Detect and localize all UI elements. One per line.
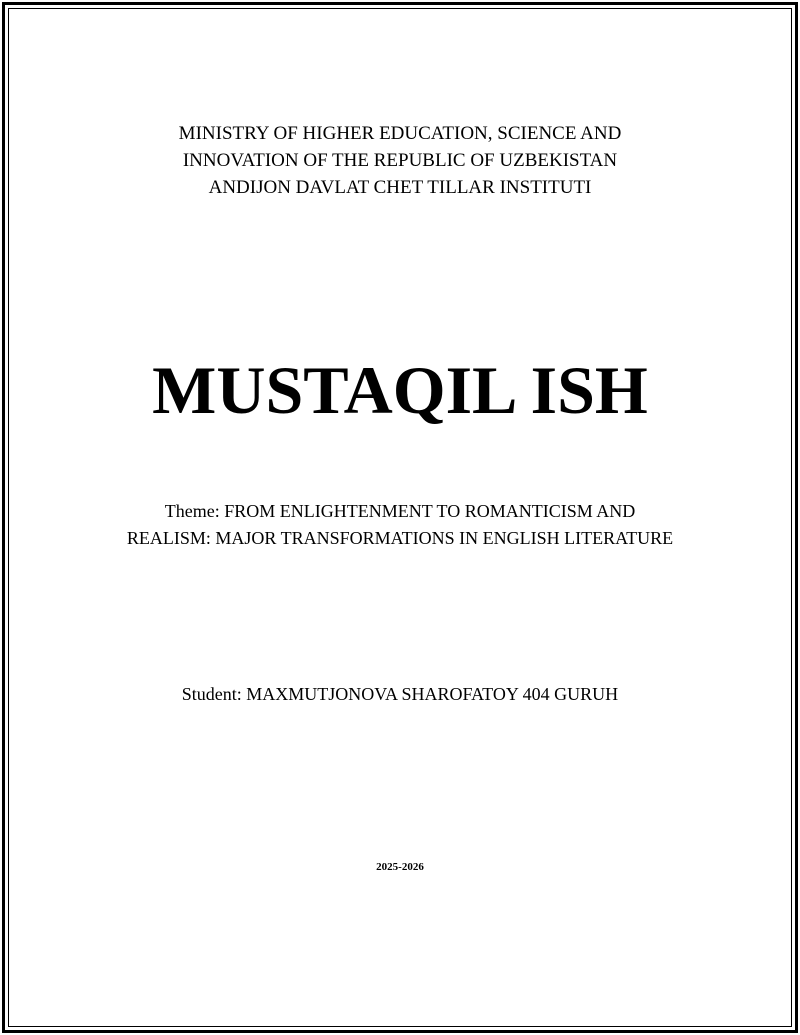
theme-block — [0, 498, 800, 552]
document-title: MUSTAQIL ISH — [152, 352, 648, 428]
theme-line-2: REALISM: MAJOR TRANSFORMATIONS IN ENGLISH LITERATURE — [126, 528, 674, 548]
institution-header — [0, 120, 800, 201]
student-line: Student: MAXMUTJONOVA SHAROFATOY 404 GURUH — [181, 684, 619, 704]
header-line-1: MINISTRY OF HIGHER EDUCATION, SCIENCE AND — [178, 123, 622, 144]
theme-line-1: Theme: FROM ENLIGHTENMENT TO ROMANTICISM AND — [164, 501, 636, 521]
header-line-2: INNOVATION OF THE REPUBLIC OF UZBEKISTAN — [182, 150, 618, 171]
academic-year: 2025-2026 — [376, 861, 424, 873]
header-line-3: ANDIJON DAVLAT CHET TILLAR INSTITUTI — [208, 177, 592, 198]
